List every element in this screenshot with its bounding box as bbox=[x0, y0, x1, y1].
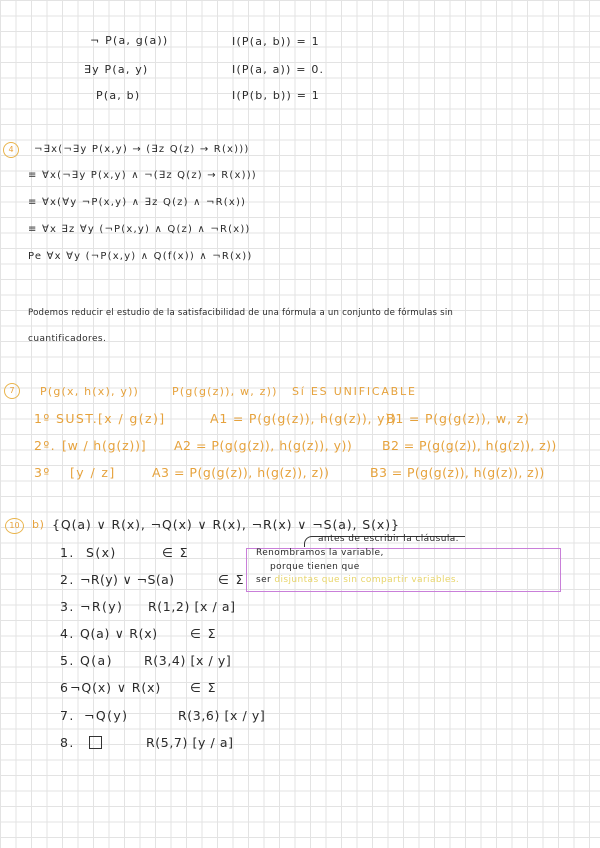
exercise-number-10: 10 bbox=[5, 518, 24, 534]
ex10-clause-set: {Q(a) ∨ R(x), ¬Q(x) ∨ R(x), ¬R(x) ∨ ¬S(a), S(x)} bbox=[52, 517, 400, 532]
step-5-justification: R(3,4) [x / y] bbox=[144, 653, 232, 668]
step-4-number: 4. bbox=[60, 626, 75, 641]
ex7-row-2-a: A2 = P(g(g(z)), h(g(z)), y)) bbox=[174, 438, 353, 453]
step-3-number: 3. bbox=[60, 599, 75, 614]
step-2-number: 2. bbox=[60, 572, 75, 587]
ex7-row-2-step: 2º. bbox=[34, 438, 57, 453]
step-4-justification: ∈ Σ bbox=[190, 626, 217, 641]
step-7-number: 7. bbox=[60, 708, 75, 723]
note-line-1: Renombramos la variable, bbox=[256, 548, 384, 558]
note-line-3-prefix: ser bbox=[256, 575, 272, 585]
ex4-line-3: ≡ ∀x(∀y ¬P(x,y) ∧ ∃z Q(z) ∧ ¬R(x)) bbox=[28, 197, 247, 208]
step-5-number: 5. bbox=[60, 653, 75, 668]
ex7-row-3-step: 3º bbox=[34, 465, 51, 480]
exercise-number-4: 4 bbox=[3, 142, 19, 158]
exercise-number-7: 7 bbox=[4, 383, 20, 399]
step-8-number: 8. bbox=[60, 735, 75, 750]
ex7-row-2-subst: [w / h(g(z))] bbox=[62, 438, 147, 453]
step-1-number: 1. bbox=[60, 545, 75, 560]
ex7-row-1-a: A1 = P(g(g(z)), h(g(z)), y)) bbox=[210, 411, 397, 426]
ex7-row-3-a: A3 = P(g(g(z)), h(g(z)), z)) bbox=[152, 465, 330, 480]
note-line-3-highlight: disjuntas que sin compartir variables. bbox=[274, 575, 460, 585]
step-6-number: 6 bbox=[60, 680, 70, 695]
step-7-clause: ¬Q(y) bbox=[84, 708, 129, 723]
empty-clause-box bbox=[89, 736, 102, 749]
step-1-clause: S(x) bbox=[86, 545, 117, 560]
step-3-justification: R(1,2) [x / a] bbox=[148, 599, 236, 614]
ex7-row-1-step: 1º SUST. bbox=[34, 411, 99, 426]
step-5-clause: Q(a) bbox=[80, 653, 113, 668]
interpretation-1: I(P(a, b)) = 1 bbox=[232, 35, 320, 48]
ex4-line-2: ≡ ∀x(¬∃y P(x,y) ∧ ¬(∃z Q(z) → R(x))) bbox=[28, 170, 257, 181]
ex4-paragraph-line-1: Podemos reducir el estudio de la satisfacibilidad de una fórmula a un conjunto de fórmulas sin bbox=[28, 308, 454, 318]
ex10-part-label: b) bbox=[32, 518, 45, 531]
step-6-clause: ¬Q(x) ∨ R(x) bbox=[70, 680, 162, 695]
ex7-row-1-subst: [x / g(z)] bbox=[98, 411, 166, 426]
step-7-justification: R(3,6) [x / y] bbox=[178, 708, 266, 723]
formula-left-2: ∃y P(a, y) bbox=[84, 63, 149, 76]
step-3-clause: ¬R(y) bbox=[80, 599, 124, 614]
formula-left-1: ¬ P(a, g(a)) bbox=[90, 34, 169, 47]
step-2-justification: ∈ Σ bbox=[218, 572, 245, 587]
ex7-row-3-b: B3 = P(g(g(z)), h(g(z)), z)) bbox=[370, 465, 545, 480]
interpretation-3: I(P(b, b)) = 1 bbox=[232, 89, 321, 102]
note-line-3 bbox=[256, 575, 459, 585]
ex7-row-1-b: B1 = P(g(g(z)), w, z) bbox=[386, 411, 530, 426]
formula-left-3: P(a, b) bbox=[96, 89, 141, 102]
note-top: antes de escribir la cláusula. bbox=[318, 534, 459, 544]
ex7-row-2-b: B2 = P(g(g(z)), h(g(z)), z)) bbox=[382, 438, 557, 453]
note-line-2: porque tienen que bbox=[270, 562, 360, 572]
ex4-paragraph-line-2: cuantificadores. bbox=[28, 334, 107, 344]
step-4-clause: Q(a) ∨ R(x) bbox=[80, 626, 158, 641]
interpretation-2: I(P(a, a)) = 0. bbox=[232, 63, 325, 76]
ex4-line-5: Pe ∀x ∀y (¬P(x,y) ∧ Q(f(x)) ∧ ¬R(x)) bbox=[28, 251, 253, 262]
step-6-justification: ∈ Σ bbox=[190, 680, 217, 695]
ex7-header-right: P(g(g(z)), w, z)) bbox=[172, 385, 278, 398]
step-1-justification: ∈ Σ bbox=[162, 545, 189, 560]
ex7-header-left: P(g(x, h(x), y)) bbox=[40, 385, 140, 398]
ex4-line-4: ≡ ∀x ∃z ∀y (¬P(x,y) ∧ Q(z) ∧ ¬R(x)) bbox=[28, 224, 251, 235]
step-2-clause: ¬R(y) ∨ ¬S(a) bbox=[80, 572, 175, 587]
ex4-line-1: ¬∃x(¬∃y P(x,y) → (∃z Q(z) → R(x))) bbox=[34, 144, 250, 155]
step-8-justification: R(5,7) [y / a] bbox=[146, 735, 234, 750]
ex7-row-3-subst: [y / z] bbox=[70, 465, 116, 480]
ex7-unifiable-note: Sí ES UNIFICABLE bbox=[292, 385, 417, 398]
